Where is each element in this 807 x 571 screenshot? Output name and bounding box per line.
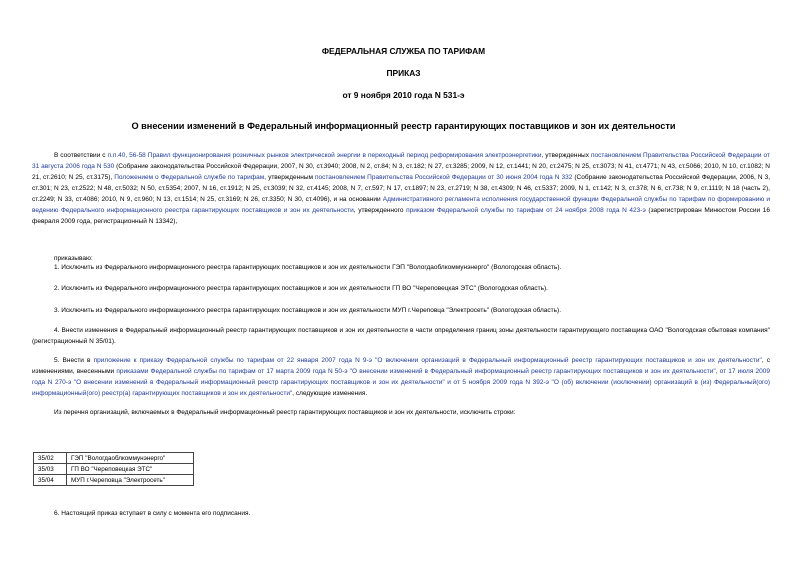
- document-type: ПРИКАЗ: [386, 68, 421, 78]
- item-2: 2. Исключить из Федерального информационного реестра гарантирующих поставщиков и зон их деятельности ГП ВО "Череповецкая ЭТС" (Вологодская область).: [54, 285, 548, 292]
- table-row: [34, 464, 194, 475]
- preamble-text: В соответствии с: [54, 152, 108, 159]
- preamble-text: , утвержденным: [264, 174, 316, 181]
- link-amending-orders[interactable]: приказами Федеральной службы по тарифам от 17 марта 2009 года N 50-э "О внесении изменений в Федеральный информационный реестр гарантирующих поставщиков и зон их деятельности", от 17 июля 2009 года N 270-э "О внесении изменений в Федеральный информационный реестр гарантирующих поставщиков и зон их деятельности" и от 5 ноября 2009 года N 392-э "О (об) включении (исключении) организаций в (из) Федеральный(ого) информационный(ого) реестр(а) гарантирующих поставщиков и зон их деятельности": [32, 368, 770, 397]
- preamble-paragraph: [32, 150, 770, 227]
- document-date-number: от 9 ноября 2010 года N 531-э: [342, 90, 465, 100]
- row-name: ГП ВО "Череповецкая ЭТС": [67, 464, 194, 475]
- row-code: 35/02: [34, 453, 67, 464]
- item-3: 3. Исключить из Федерального информационного реестра гарантирующих поставщиков и зон их деятельности МУП г.Череповца "Электросеть" (Вологодская область).: [54, 307, 561, 314]
- item-5: [32, 355, 770, 399]
- item-1: 1. Исключить из Федерального информационного реестра гарантирующих поставщиков и зон их деятельности ГЭП "Вологдаоблкоммунэнерго" (Вологодская область).: [54, 264, 562, 271]
- table-row: [34, 453, 194, 464]
- link-resolution-530[interactable]: постановлением Правительства Российской Федерации от 31 августа 2006 года N 530: [32, 152, 770, 170]
- agency-title: ФЕДЕРАЛЬНАЯ СЛУЖБА ПО ТАРИФАМ: [321, 46, 486, 56]
- exclude-intro: Из перечня организаций, включаемых в Федеральный информационный реестр гарантирующих поставщиков и зон их деятельности, исключить строки:: [54, 409, 516, 416]
- preamble-text: , утвержденных: [541, 152, 591, 159]
- link-admin-regulation[interactable]: Административного регламента исполнения государственной функции Федеральной службы по тарифам по формированию и ведению Федерального информационного реестра гарантирующих поставщиков и зон их деятельности: [32, 196, 770, 214]
- preamble-text: (зарегистрирован Минюстом России 16 февраля 2009 года, регистрационный N 13342),: [32, 207, 771, 225]
- order-word: приказываю:: [54, 255, 93, 262]
- preamble-text: (Собрание законодательства Российской Федерации, 2007, N 30, ст.3940; 2008, N 2, ст.84; N 3, ст.182; N 27, ст.3285; 2009, N 12, ст.1441; N 20, ст.2475; N 25, ст.3073; N 41, ст.4771; N 43, ст.5066; 2010, N 10, ст.1082; N 21, ст.2610; N 25, ст.3175),: [32, 163, 770, 181]
- link-resolution-332[interactable]: постановлением Правительства Российской Федерации от 30 июня 2004 года N 332: [315, 174, 573, 181]
- item-4: 4. Внести изменения в Федеральный информационный реестр гарантирующих поставщиков и зон их деятельности в части определения границ зоны деятельности гарантирующего поставщика ОАО "Вологодская сбытовая компания" (регистрационный N 35/01).: [32, 327, 770, 345]
- item-5-text: , следующие изменения.: [292, 390, 368, 397]
- item-5-text: , с изменениями, внесенными: [32, 357, 770, 375]
- document-subject: О внесении изменений в Федеральный информационный реестр гарантирующих поставщиков и зон их деятельности: [131, 121, 676, 131]
- link-order-9[interactable]: приложение к приказу Федеральной службы по тарифам от 22 января 2007 года N 9-э "О включении организаций в Федеральный информационный реестр гарантирующих поставщиков и зон их деятельности": [93, 357, 762, 364]
- link-fst-regulation[interactable]: Положением о Федеральной службе по тарифам: [114, 174, 265, 181]
- link-retail-rules[interactable]: п.п.40, 56-58 Правил функционирования розничных рынков электрической энергии в переходный период реформирования электроэнергетики: [107, 152, 542, 159]
- item-6: 6. Настоящий приказ вступает в силу с момента его подписания.: [54, 510, 251, 517]
- excluded-orgs-table: [33, 452, 194, 486]
- link-order-423[interactable]: приказом Федеральной службы по тарифам от 24 ноября 2008 года N 423-э: [406, 207, 646, 214]
- table-row: [34, 475, 194, 486]
- row-code: 35/03: [34, 464, 67, 475]
- item-5-text: 5. Внести в: [54, 357, 94, 364]
- preamble-text: , утвержденного: [353, 207, 407, 214]
- row-name: МУП г.Череповца "Электросеть": [67, 475, 194, 486]
- preamble-text: (Собрание законодательства Российской Федерации, 2006, N 3, ст.301; N 23, ст.2522; N 48, ст.5032; N 50, ст.5354; 2007, N 16, ст.1912; N 25, ст.3039; N 32, ст.4145; 2008, N 7, ст.597; N 17, ст.1897; N 23, ст.2719; N 38, ст.4309; N 46, ст.5337; 2009, N 1, ст.142; N 3, ст.378; N 6, ст.738; N 9, ст.1119; N 18 (часть 2), ст.2249; N 33, ст.4086; 2010, N 9, ст.960; N 13, ст.1514; N 25, ст.3169; N 26, ст.3350; N 30, ст.4096), и на основании: [32, 174, 771, 203]
- row-name: ГЭП "Вологдаоблкоммунэнерго": [67, 453, 194, 464]
- row-code: 35/04: [34, 475, 67, 486]
